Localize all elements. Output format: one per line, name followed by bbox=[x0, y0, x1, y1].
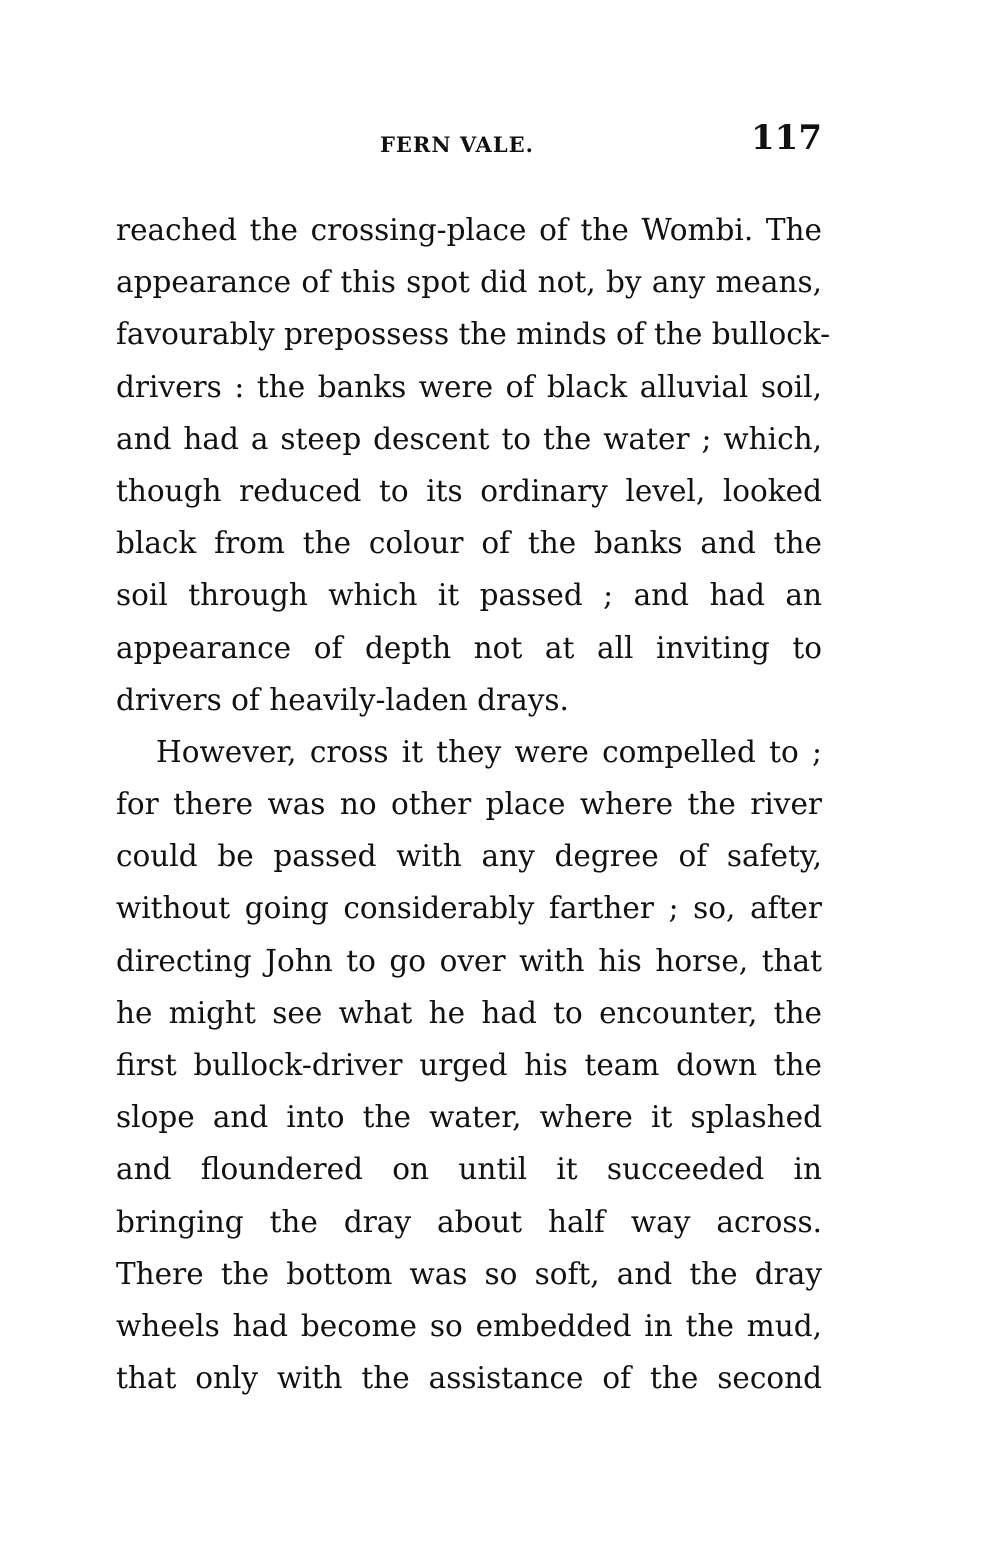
running-title: FERN VALE. bbox=[380, 132, 534, 157]
text-line: and had a steep descent to the water ; which, bbox=[116, 421, 822, 456]
text-line: appearance of this spot did not, by any means, bbox=[116, 265, 822, 300]
text-line: directing John to go over with his horse, that bbox=[116, 943, 822, 978]
text-line: soil through which it passed ; and had an bbox=[116, 578, 822, 613]
text-line: that only with the assistance of the second bbox=[116, 1361, 822, 1396]
body-text bbox=[116, 204, 831, 1404]
text-line: reached the crossing-place of the Wombi. The bbox=[116, 213, 822, 247]
text-line: appearance of depth not at all inviting to bbox=[116, 630, 822, 665]
paragraph bbox=[116, 726, 822, 1404]
text-line: he might see what he had to encounter, the bbox=[116, 995, 822, 1030]
page-number: 117 bbox=[751, 118, 822, 158]
text-line: drivers of heavily-laden drays. bbox=[116, 682, 569, 717]
paragraph bbox=[116, 204, 831, 726]
text-line: There the bottom was so soft, and the dray bbox=[116, 1256, 822, 1291]
text-line: favourably prepossess the minds of the bullock- bbox=[116, 317, 831, 352]
text-line: black from the colour of the banks and the bbox=[116, 526, 822, 561]
text-line: could be passed with any degree of safety, bbox=[116, 839, 822, 874]
text-line: However, cross it they were compelled to ; bbox=[156, 734, 822, 769]
text-line: wheels had become so embedded in the mud, bbox=[116, 1308, 822, 1343]
text-line: without going considerably farther ; so, after bbox=[116, 891, 822, 926]
text-line: slope and into the water, where it splashed bbox=[116, 1100, 822, 1135]
running-head bbox=[116, 118, 822, 168]
text-line: drivers : the banks were of black alluvial soil, bbox=[116, 369, 822, 404]
text-line: first bullock-driver urged his team down the bbox=[116, 1048, 822, 1082]
text-line: for there was no other place where the river bbox=[116, 787, 822, 822]
text-line: though reduced to its ordinary level, looked bbox=[116, 473, 822, 508]
text-line: and floundered on until it succeeded in bbox=[116, 1152, 822, 1187]
text-line: bringing the dray about half way across. bbox=[116, 1204, 822, 1239]
